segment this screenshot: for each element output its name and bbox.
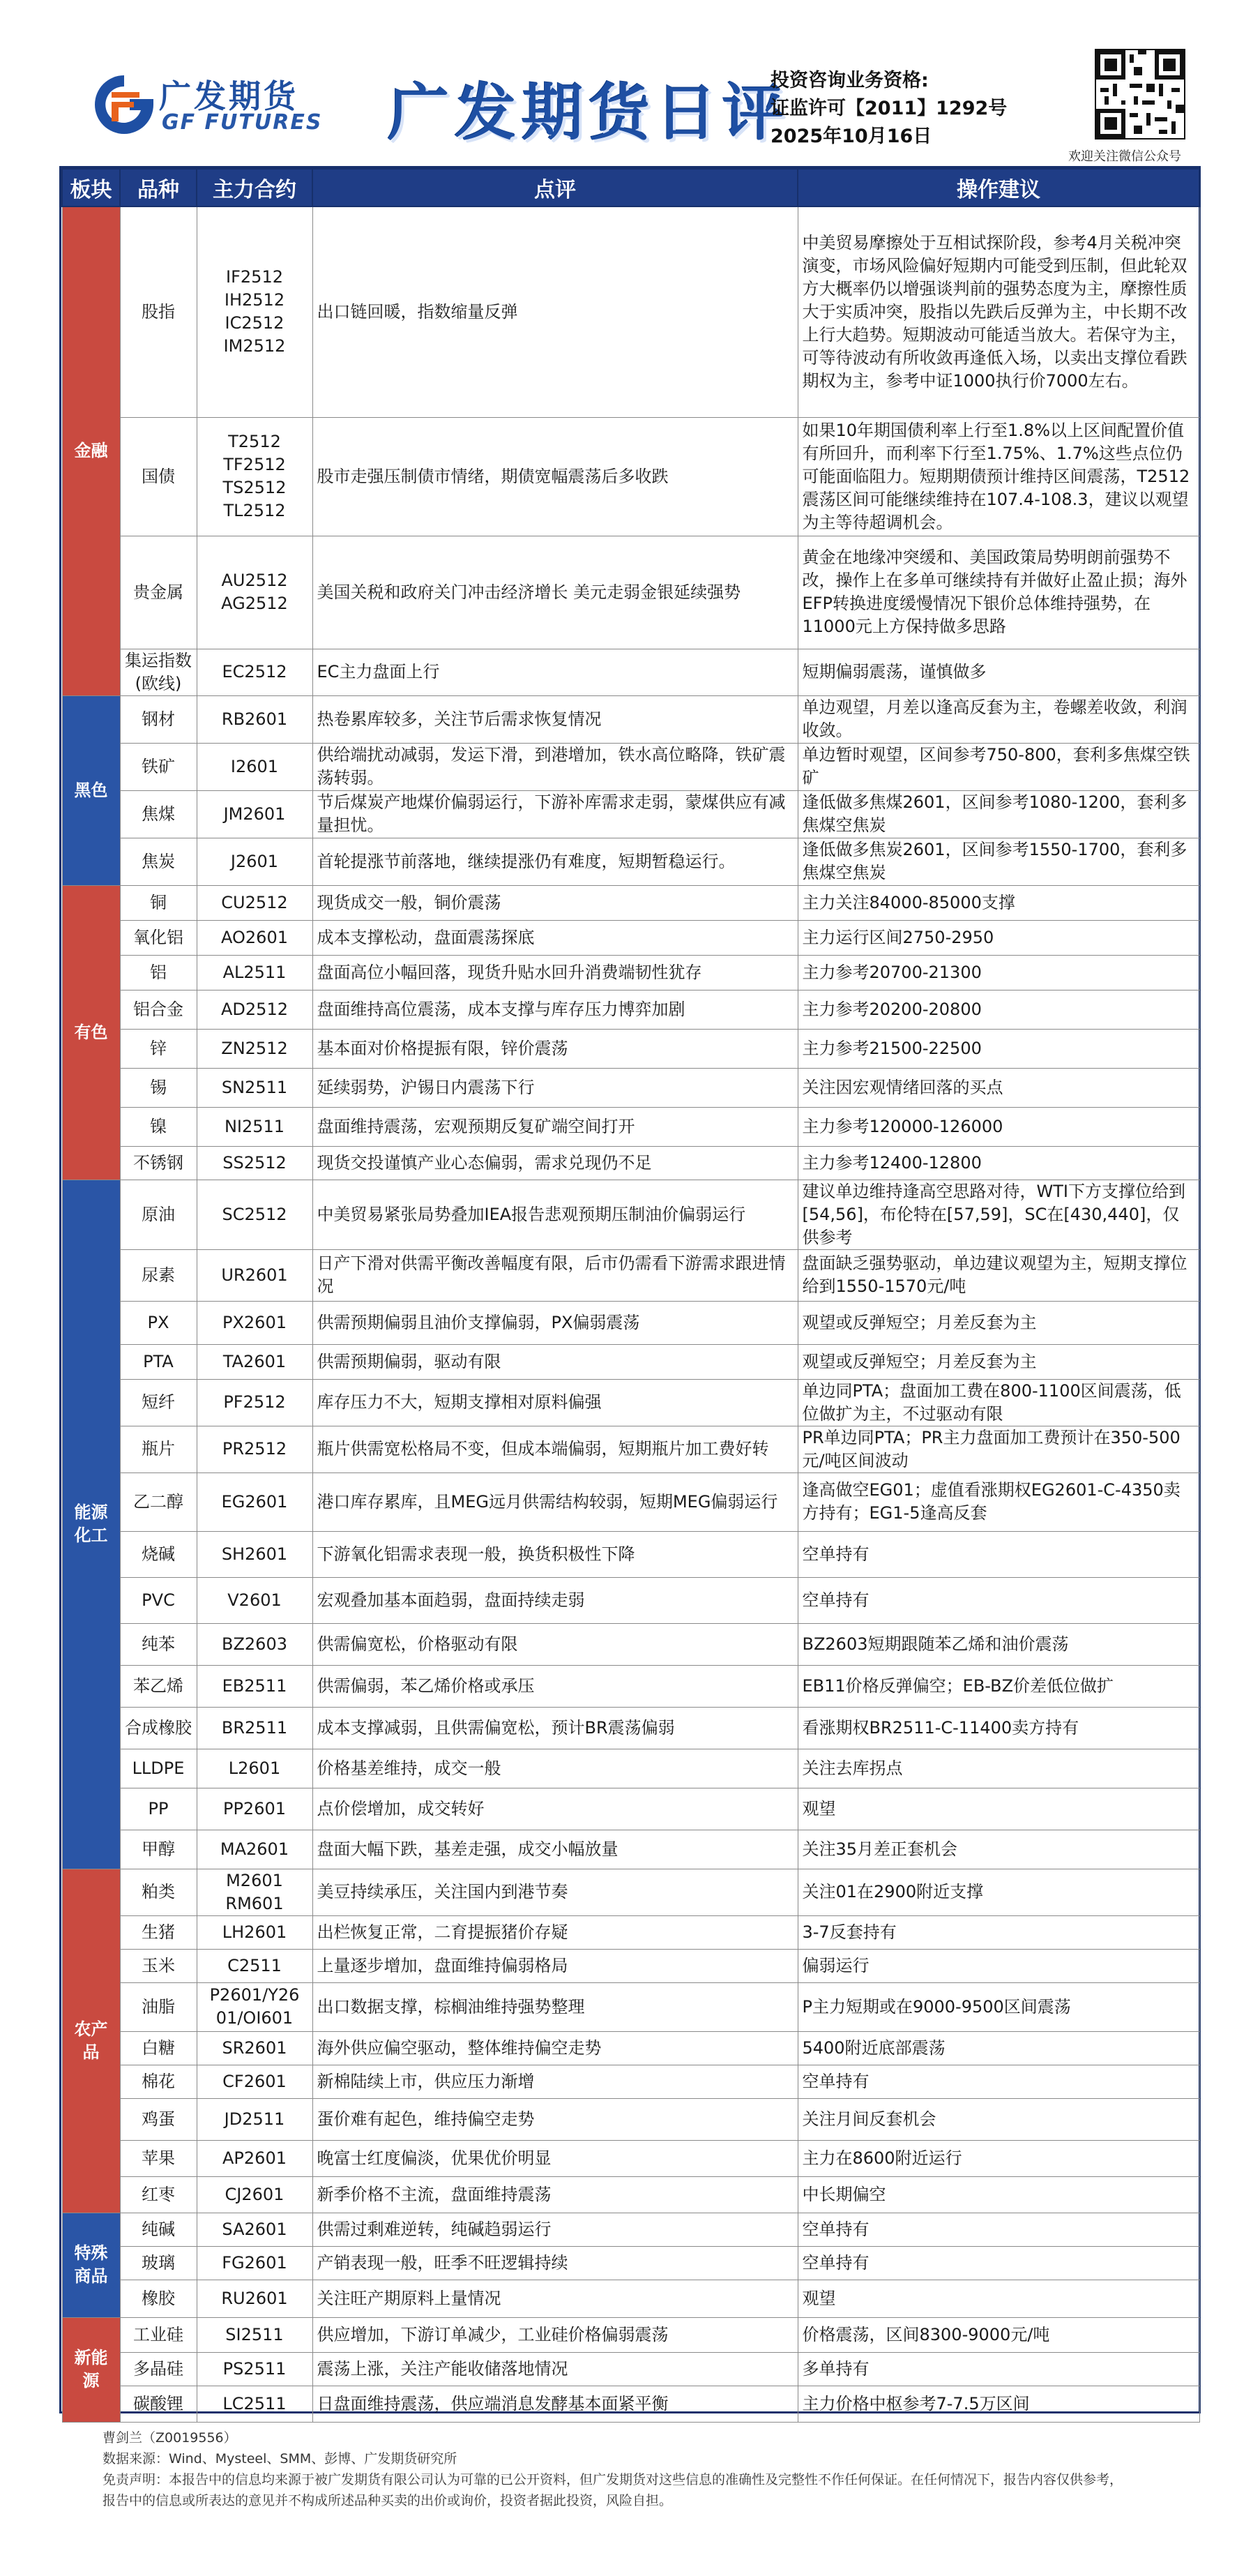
- variety-cell: 生猪: [120, 1915, 197, 1949]
- advice-cell: PR单边同PTA；PR主力盘面加工费预计在350-500元/吨区间波动: [798, 1426, 1199, 1472]
- comment-cell: 股市走强压制债市情绪，期债宽幅震荡后多收跌: [312, 417, 798, 536]
- advice-cell: 偏弱运行: [798, 1949, 1199, 1982]
- advice-cell: 主力在8600附近运行: [798, 2140, 1199, 2176]
- advice-cell: 多单持有: [798, 2352, 1199, 2386]
- advice-cell: 主力价格中枢参考7-7.5万区间: [798, 2386, 1199, 2422]
- contract-cell: UR2601: [197, 1249, 312, 1301]
- contract-cell: P2601/Y26 01/OI601: [197, 1982, 312, 2031]
- comment-cell: 美豆持续承压，关注国内到港节奏: [312, 1869, 798, 1915]
- variety-cell: 棉花: [120, 2065, 197, 2098]
- logo-chinese-name: 广发期货: [159, 77, 298, 115]
- variety-cell: 焦炭: [120, 838, 197, 885]
- advice-cell: 中美贸易摩擦处于互相试探阶段，参考4月关税冲突演变，市场风险偏好短期内可能受到压制，但此轮双方大概率仍以增强谈判前的强势态度为主，摩擦性质大于实质冲突，股指以先跌后反弹为主，中长期不改上行大趋势。短期波动可能适当放大。若保守为主，可等待波动有所收敛再逢低入场，以卖出支撑位看跌期权为主，参考中证1000执行价7000左右。: [798, 206, 1199, 417]
- comment-cell: 中美贸易紧张局势叠加IEA报告悲观预期压制油价偏弱运行: [312, 1180, 798, 1249]
- sector-label: 特殊 商品: [62, 2213, 120, 2317]
- comment-cell: 蛋价难有起色，维持偏空走势: [312, 2098, 798, 2140]
- table-row: [62, 990, 1199, 1029]
- contract-cell: PS2511: [197, 2352, 312, 2386]
- table-row: [62, 1830, 1199, 1869]
- sector-label: 新能源: [62, 2317, 120, 2422]
- sector-label: 黑色: [62, 695, 120, 885]
- advice-cell: 单边暂时观望，区间参考750-800，套利多焦煤空铁矿: [798, 743, 1199, 790]
- table-row: [62, 1146, 1199, 1180]
- contract-cell: EG2601: [197, 1472, 312, 1531]
- contract-cell: AU2512 AG2512: [197, 536, 312, 649]
- comment-cell: 震荡上涨，关注产能收储落地情况: [312, 2352, 798, 2386]
- contract-cell: PP2601: [197, 1788, 312, 1830]
- advice-cell: 空单持有: [798, 1577, 1199, 1623]
- sector-label: 金融: [62, 206, 120, 695]
- variety-cell: 碳酸锂: [120, 2386, 197, 2422]
- variety-cell: PX: [120, 1301, 197, 1344]
- advice-cell: 逢低做多焦煤2601，区间参考1080-1200，套利多焦煤空焦炭: [798, 790, 1199, 838]
- variety-cell: 焦煤: [120, 790, 197, 838]
- comment-cell: 库存压力不大，短期支撑相对原料偏强: [312, 1379, 798, 1426]
- variety-cell: 贵金属: [120, 536, 197, 649]
- contract-cell: LC2511: [197, 2386, 312, 2422]
- variety-cell: 合成橡胶: [120, 1707, 197, 1749]
- variety-cell: 烧碱: [120, 1531, 197, 1577]
- sector-label: 有色: [62, 885, 120, 1180]
- contract-cell: SN2511: [197, 1068, 312, 1107]
- variety-cell: 玉米: [120, 1949, 197, 1982]
- advice-cell: 主力参考20700-21300: [798, 955, 1199, 990]
- advice-cell: 关注35月差正套机会: [798, 1830, 1199, 1869]
- comment-cell: 现货交投谨慎产业心态偏弱，需求兑现仍不足: [312, 1146, 798, 1180]
- comment-cell: 新季价格不主流，盘面维持震荡: [312, 2176, 798, 2213]
- advice-cell: 逢高做空EG01；虚值看涨期权EG2601-C-4350卖方持有；EG1-5逢高反套: [798, 1472, 1199, 1531]
- header-variety: 品种: [120, 169, 197, 206]
- table-row: [62, 2280, 1199, 2317]
- advice-cell: 单边同PTA；盘面加工费在800-1100区间震荡，低位做扩为主，不过驱动有限: [798, 1379, 1199, 1426]
- variety-cell: 橡胶: [120, 2280, 197, 2317]
- comment-cell: 出口数据支撑，棕榈油维持强势整理: [312, 1982, 798, 2031]
- qualification-info: [771, 67, 1007, 151]
- variety-cell: 短纤: [120, 1379, 197, 1426]
- comment-cell: 下游氧化铝需求表现一般，换货积极性下降: [312, 1531, 798, 1577]
- variety-cell: 油脂: [120, 1982, 197, 2031]
- table-row: [62, 1180, 1199, 1249]
- contract-cell: SC2512: [197, 1180, 312, 1249]
- contract-cell: LH2601: [197, 1915, 312, 1949]
- table-row: [62, 838, 1199, 885]
- sector-label: 能源 化工: [62, 1180, 120, 1869]
- advice-cell: 观望: [798, 1788, 1199, 1830]
- comment-cell: 盘面维持高位震荡，成本支撑与库存压力博弈加剧: [312, 990, 798, 1029]
- contract-cell: SI2511: [197, 2317, 312, 2352]
- comment-cell: 现货成交一般，铜价震荡: [312, 885, 798, 920]
- license-number: 证监许可【2011】1292号: [771, 98, 1008, 119]
- table-row: [62, 743, 1199, 790]
- advice-cell: 价格震荡，区间8300-9000元/吨: [798, 2317, 1199, 2352]
- contract-cell: J2601: [197, 838, 312, 885]
- table-row: [62, 2352, 1199, 2386]
- contract-cell: PX2601: [197, 1301, 312, 1344]
- variety-cell: 氧化铝: [120, 920, 197, 955]
- contract-cell: BR2511: [197, 1707, 312, 1749]
- variety-cell: PVC: [120, 1577, 197, 1623]
- comment-cell: 盘面维持震荡，宏观预期反复矿端空间打开: [312, 1107, 798, 1146]
- sector-label: 农产品: [62, 1869, 120, 2213]
- contract-cell: FG2601: [197, 2246, 312, 2280]
- comment-cell: 供需预期偏弱且油价支撑偏弱，PX偏弱震荡: [312, 1301, 798, 1344]
- variety-cell: 乙二醇: [120, 1472, 197, 1531]
- qr-caption: 欢迎关注微信公众号: [1068, 149, 1181, 164]
- comment-cell: 美国关税和政府关门冲击经济增长 美元走弱金银延续强势: [312, 536, 798, 649]
- table-row: [62, 2386, 1199, 2422]
- variety-cell: 白糖: [120, 2031, 197, 2065]
- variety-cell: 锌: [120, 1029, 197, 1068]
- variety-cell: 纯碱: [120, 2213, 197, 2246]
- comment-cell: 盘面大幅下跌，基差走强，成交小幅放量: [312, 1830, 798, 1869]
- contract-cell: PF2512: [197, 1379, 312, 1426]
- report-title: 广发期货日评: [388, 77, 790, 149]
- advice-cell: 建议单边维持逢高空思路对待，WTI下方支撑位给到[54,56]，布伦特在[57,59]，SC在[430,440]，仅供参考: [798, 1180, 1199, 1249]
- comment-cell: 上量逐步增加，盘面维持偏弱格局: [312, 1949, 798, 1982]
- table-row: [62, 790, 1199, 838]
- advice-cell: 关注去库拐点: [798, 1749, 1199, 1788]
- advice-cell: 关注01在2900附近支撑: [798, 1869, 1199, 1915]
- advice-cell: 3-7反套持有: [798, 1915, 1199, 1949]
- advice-cell: 观望: [798, 2280, 1199, 2317]
- variety-cell: 不锈钢: [120, 1146, 197, 1180]
- comment-cell: 供需偏宽松，价格驱动有限: [312, 1623, 798, 1665]
- table-row: [62, 1623, 1199, 1665]
- header-comment: 点评: [312, 169, 798, 206]
- comment-cell: 延续弱势，沪锡日内震荡下行: [312, 1068, 798, 1107]
- commentary-table: [61, 168, 1200, 2423]
- header-contract: 主力合约: [197, 169, 312, 206]
- contract-cell: TA2601: [197, 1344, 312, 1379]
- table-row: [62, 2246, 1199, 2280]
- variety-cell: 工业硅: [120, 2317, 197, 2352]
- contract-cell: IF2512 IH2512 IC2512 IM2512: [197, 206, 312, 417]
- variety-cell: 铁矿: [120, 743, 197, 790]
- advice-cell: EB11价格反弹偏空；EB-BZ价差低位做扩: [798, 1665, 1199, 1707]
- variety-cell: PTA: [120, 1344, 197, 1379]
- advice-cell: 空单持有: [798, 1531, 1199, 1577]
- advice-cell: 空单持有: [798, 2065, 1199, 2098]
- contract-cell: V2601: [197, 1577, 312, 1623]
- comment-cell: 价格基差维持，成交一般: [312, 1749, 798, 1788]
- variety-cell: 鸡蛋: [120, 2098, 197, 2140]
- table-row: [62, 206, 1199, 417]
- advice-cell: 空单持有: [798, 2246, 1199, 2280]
- logo-english-name: GF FUTURES: [162, 110, 323, 135]
- report-header: [0, 0, 1260, 164]
- comment-cell: EC主力盘面上行: [312, 649, 798, 695]
- contract-cell: CJ2601: [197, 2176, 312, 2213]
- table-row: [62, 885, 1199, 920]
- variety-cell: 集运指数 (欧线): [120, 649, 197, 695]
- variety-cell: 苯乙烯: [120, 1665, 197, 1707]
- comment-cell: 港口库存累库，且MEG远月供需结构较弱，短期MEG偏弱运行: [312, 1472, 798, 1531]
- variety-cell: 粕类: [120, 1869, 197, 1915]
- comment-cell: 成本支撑松动，盘面震荡探底: [312, 920, 798, 955]
- advice-cell: 关注因宏观情绪回落的买点: [798, 1068, 1199, 1107]
- table-row: [62, 2098, 1199, 2140]
- comment-cell: 日产下滑对供需平衡改善幅度有限，后市仍需看下游需求跟进情况: [312, 1249, 798, 1301]
- variety-cell: 苹果: [120, 2140, 197, 2176]
- contract-cell: JM2601: [197, 790, 312, 838]
- advice-cell: P主力短期或在9000-9500区间震荡: [798, 1982, 1199, 2031]
- comment-cell: 关注旺产期原料上量情况: [312, 2280, 798, 2317]
- table-row: [62, 536, 1199, 649]
- comment-cell: 基本面对价格提振有限，锌价震荡: [312, 1029, 798, 1068]
- contract-cell: EC2512: [197, 649, 312, 695]
- advice-cell: 关注月间反套机会: [798, 2098, 1199, 2140]
- header-sector: 板块: [62, 169, 120, 206]
- contract-cell: L2601: [197, 1749, 312, 1788]
- contract-cell: I2601: [197, 743, 312, 790]
- header-advice: 操作建议: [798, 169, 1199, 206]
- comment-cell: 热卷累库较多，关注节后需求恢复情况: [312, 695, 798, 743]
- advice-cell: 主力参考12400-12800: [798, 1146, 1199, 1180]
- table-row: [62, 1915, 1199, 1949]
- advice-cell: 如果10年期国债利率上行至1.8%以上区间配置价值有所回升，而利率下行至1.75%、1.7%这些点位仍可能面临阻力。短期期债预计维持区间震荡，T2512震荡区间可能继续维持在107.4-108.3，建议以观望为主等待超调机会。: [798, 417, 1199, 536]
- contract-cell: M2601 RM601: [197, 1869, 312, 1915]
- comment-cell: 海外供应偏空驱动，整体维持偏空走势: [312, 2031, 798, 2065]
- advice-cell: 黄金在地缘冲突缓和、美国政策局势明朗前强势不改，操作上在多单可继续持有并做好止盈止损；海外EFP转换进度缓慢情况下银价总体维持强势，在11000元上方保持做多思路: [798, 536, 1199, 649]
- contract-cell: PR2512: [197, 1426, 312, 1472]
- contract-cell: SA2601: [197, 2213, 312, 2246]
- comment-cell: 供需预期偏弱，驱动有限: [312, 1344, 798, 1379]
- disclaimer-line-2: 报告中的信息或所表达的意见并不构成所述品种买卖的出价或询价，投资者据此投资，风险自担。: [103, 2493, 673, 2508]
- table-row: [62, 1869, 1199, 1915]
- contract-cell: SS2512: [197, 1146, 312, 1180]
- table-row: [62, 695, 1199, 743]
- comment-cell: 新棉陆续上市，供应压力渐增: [312, 2065, 798, 2098]
- contract-cell: T2512 TF2512 TS2512 TL2512: [197, 417, 312, 536]
- table-row: [62, 1379, 1199, 1426]
- advice-cell: 主力参考21500-22500: [798, 1029, 1199, 1068]
- advice-cell: 主力参考20200-20800: [798, 990, 1199, 1029]
- comment-cell: 晚富士红度偏淡，优果优价明显: [312, 2140, 798, 2176]
- contract-cell: EB2511: [197, 1665, 312, 1707]
- comment-cell: 成本支撑减弱，且供需偏宽松，预计BR震荡偏弱: [312, 1707, 798, 1749]
- variety-cell: 铜: [120, 885, 197, 920]
- contract-cell: C2511: [197, 1949, 312, 1982]
- comment-cell: 节后煤炭产地煤价偏弱运行，下游补库需求走弱，蒙煤供应有减量担忧。: [312, 790, 798, 838]
- qualification-line: 投资咨询业务资格:: [771, 70, 929, 91]
- variety-cell: 玻璃: [120, 2246, 197, 2280]
- contract-cell: CU2512: [197, 885, 312, 920]
- table-row: [62, 1472, 1199, 1531]
- variety-cell: LLDPE: [120, 1749, 197, 1788]
- advice-cell: BZ2603短期跟随苯乙烯和油价震荡: [798, 1623, 1199, 1665]
- advice-cell: 5400附近底部震荡: [798, 2031, 1199, 2065]
- table-row: [62, 2317, 1199, 2352]
- advice-cell: 主力运行区间2750-2950: [798, 920, 1199, 955]
- comment-cell: 出口链回暖，指数缩量反弹: [312, 206, 798, 417]
- table-row: [62, 1068, 1199, 1107]
- table-row: [62, 417, 1199, 536]
- advice-cell: 观望或反弹短空；月差反套为主: [798, 1301, 1199, 1344]
- advice-cell: 短期偏弱震荡，谨慎做多: [798, 649, 1199, 695]
- advice-cell: 盘面缺乏强势驱动，单边建议观望为主，短期支撑位给到1550-1570元/吨: [798, 1249, 1199, 1301]
- report-footer: [103, 2427, 1190, 2511]
- table-row: [62, 1301, 1199, 1344]
- variety-cell: PP: [120, 1788, 197, 1830]
- table-row: [62, 1749, 1199, 1788]
- table-row: [62, 2213, 1199, 2246]
- contract-cell: AD2512: [197, 990, 312, 1029]
- table-row: [62, 2140, 1199, 2176]
- table-row: [62, 2176, 1199, 2213]
- table-row: [62, 2031, 1199, 2065]
- data-source-line: 数据来源：Wind、Mysteel、SMM、彭博、广发期货研究所: [103, 2451, 457, 2466]
- variety-cell: 红枣: [120, 2176, 197, 2213]
- table-row: [62, 649, 1199, 695]
- comment-cell: 供给端扰动减弱，发运下滑，到港增加，铁水高位略降，铁矿震荡转弱。: [312, 743, 798, 790]
- contract-cell: ZN2512: [197, 1029, 312, 1068]
- variety-cell: 原油: [120, 1180, 197, 1249]
- table-row: [62, 1707, 1199, 1749]
- table-header-row: [62, 169, 1199, 206]
- variety-cell: 尿素: [120, 1249, 197, 1301]
- contract-cell: CF2601: [197, 2065, 312, 2098]
- comment-cell: 瓶片供需宽松格局不变，但成本端偏弱，短期瓶片加工费好转: [312, 1426, 798, 1472]
- table-row: [62, 920, 1199, 955]
- table-row: [62, 1107, 1199, 1146]
- variety-cell: 铝: [120, 955, 197, 990]
- table-row: [62, 1665, 1199, 1707]
- advice-cell: 主力关注84000-85000支撑: [798, 885, 1199, 920]
- comment-cell: 盘面高位小幅回落，现货升贴水回升消费端韧性犹存: [312, 955, 798, 990]
- comment-cell: 产销表现一般，旺季不旺逻辑持续: [312, 2246, 798, 2280]
- advice-cell: 观望或反弹短空；月差反套为主: [798, 1344, 1199, 1379]
- variety-cell: 钢材: [120, 695, 197, 743]
- comment-cell: 宏观叠加基本面趋弱，盘面持续走弱: [312, 1577, 798, 1623]
- table-row: [62, 1949, 1199, 1982]
- advice-cell: 单边观望，月差以逢高反套为主，卷螺差收敛，利润收敛。: [798, 695, 1199, 743]
- table-row: [62, 1577, 1199, 1623]
- contract-cell: SH2601: [197, 1531, 312, 1577]
- table-body: [62, 206, 1199, 2422]
- report-date: 2025年10月16日: [771, 126, 932, 147]
- variety-cell: 股指: [120, 206, 197, 417]
- contract-cell: RU2601: [197, 2280, 312, 2317]
- comment-cell: 点价偿增加，成交转好: [312, 1788, 798, 1830]
- table-row: [62, 1344, 1199, 1379]
- table-row: [62, 2065, 1199, 2098]
- advice-cell: 逢低做多焦炭2601，区间参考1550-1700，套利多焦煤空焦炭: [798, 838, 1199, 885]
- contract-cell: RB2601: [197, 695, 312, 743]
- wechat-qr-code-icon[interactable]: [1095, 49, 1185, 140]
- comment-cell: 供需过剩难逆转，纯碱趋弱运行: [312, 2213, 798, 2246]
- table-row: [62, 1531, 1199, 1577]
- analyst-line: 曹剑兰（Z0019556）: [103, 2430, 237, 2446]
- contract-cell: AL2511: [197, 955, 312, 990]
- table-row: [62, 1029, 1199, 1068]
- comment-cell: 供应增加，下游订单减少，工业硅价格偏弱震荡: [312, 2317, 798, 2352]
- table-row: [62, 1249, 1199, 1301]
- contract-cell: MA2601: [197, 1830, 312, 1869]
- contract-cell: BZ2603: [197, 1623, 312, 1665]
- table-row: [62, 1788, 1199, 1830]
- table-row: [62, 955, 1199, 990]
- comment-cell: 出栏恢复正常，二育提振猪价存疑: [312, 1915, 798, 1949]
- contract-cell: SR2601: [197, 2031, 312, 2065]
- advice-cell: 看涨期权BR2511-C-11400卖方持有: [798, 1707, 1199, 1749]
- comment-cell: 日盘面维持震荡，供应端消息发酵基本面紧平衡: [312, 2386, 798, 2422]
- variety-cell: 国债: [120, 417, 197, 536]
- variety-cell: 纯苯: [120, 1623, 197, 1665]
- variety-cell: 镍: [120, 1107, 197, 1146]
- advice-cell: 中长期偏空: [798, 2176, 1199, 2213]
- variety-cell: 瓶片: [120, 1426, 197, 1472]
- contract-cell: NI2511: [197, 1107, 312, 1146]
- disclaimer-line-1: 免责声明：本报告中的信息均来源于被广发期货有限公司认为可靠的已公开资料，但广发期货对这些信息的准确性及完整性不作任何保证。在任何情况下，报告内容仅供参考，: [103, 2472, 1123, 2487]
- commentary-table-frame: [59, 166, 1201, 2413]
- contract-cell: JD2511: [197, 2098, 312, 2140]
- table-row: [62, 1426, 1199, 1472]
- comment-cell: 首轮提涨节前落地，继续提涨仍有难度，短期暂稳运行。: [312, 838, 798, 885]
- gf-logo-icon: [91, 71, 158, 138]
- contract-cell: AP2601: [197, 2140, 312, 2176]
- advice-cell: 主力参考120000-126000: [798, 1107, 1199, 1146]
- comment-cell: 供需偏弱，苯乙烯价格或承压: [312, 1665, 798, 1707]
- variety-cell: 甲醇: [120, 1830, 197, 1869]
- variety-cell: 锡: [120, 1068, 197, 1107]
- contract-cell: AO2601: [197, 920, 312, 955]
- variety-cell: 铝合金: [120, 990, 197, 1029]
- table-row: [62, 1982, 1199, 2031]
- advice-cell: 空单持有: [798, 2213, 1199, 2246]
- variety-cell: 多晶硅: [120, 2352, 197, 2386]
